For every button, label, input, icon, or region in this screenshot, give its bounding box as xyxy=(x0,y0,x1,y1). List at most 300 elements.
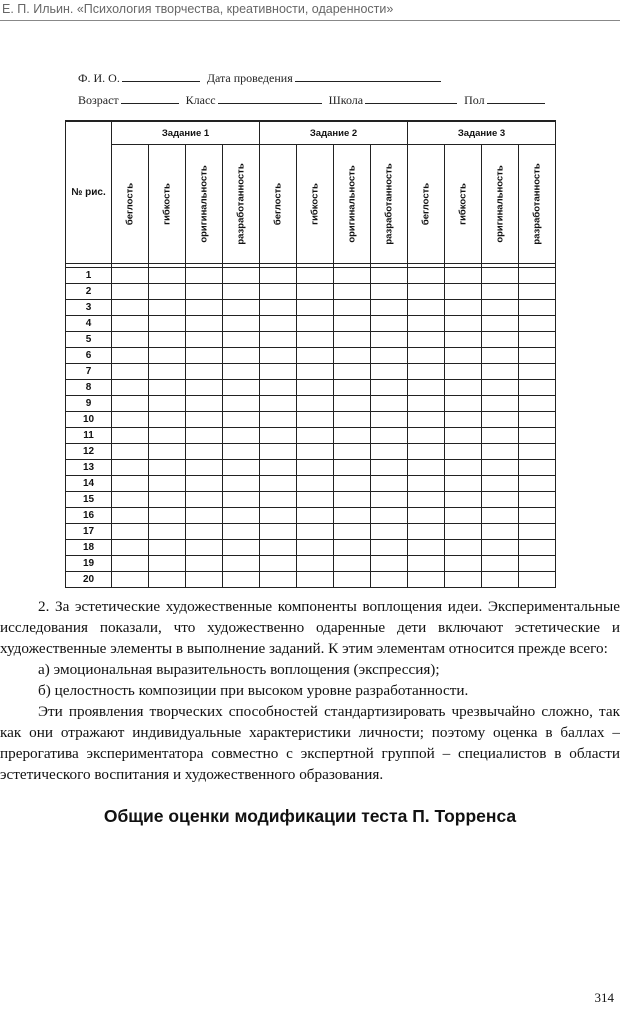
score-cell xyxy=(149,412,186,428)
score-cell xyxy=(445,460,482,476)
row-number: 7 xyxy=(66,364,112,380)
score-cell xyxy=(371,428,408,444)
score-cell xyxy=(223,332,260,348)
table-row xyxy=(66,524,556,540)
score-cell xyxy=(223,428,260,444)
score-cell xyxy=(186,524,223,540)
criterion-header xyxy=(482,145,519,264)
score-cell xyxy=(482,556,519,572)
score-cell xyxy=(519,572,556,588)
criterion-label: разработанность xyxy=(383,163,395,245)
score-cell xyxy=(445,412,482,428)
score-cell xyxy=(519,412,556,428)
score-cell xyxy=(112,524,149,540)
fio-label: Ф. И. О. xyxy=(78,71,120,85)
score-cell xyxy=(223,300,260,316)
score-cell xyxy=(371,572,408,588)
score-cell xyxy=(297,332,334,348)
sex-blank xyxy=(487,94,545,104)
score-cell xyxy=(297,428,334,444)
score-cell xyxy=(482,476,519,492)
date-label: Дата проведения xyxy=(206,71,293,85)
row-number: 11 xyxy=(66,428,112,444)
score-cell xyxy=(519,476,556,492)
section-title: Общие оценки модификации теста П. Торренса xyxy=(103,806,517,826)
score-cell xyxy=(334,508,371,524)
score-cell xyxy=(149,460,186,476)
score-cell xyxy=(482,572,519,588)
table-row xyxy=(66,508,556,524)
score-cell xyxy=(371,476,408,492)
score-cell xyxy=(408,380,445,396)
score-cell xyxy=(223,540,260,556)
score-cell xyxy=(334,268,371,284)
score-cell xyxy=(149,492,186,508)
score-cell xyxy=(519,444,556,460)
score-cell xyxy=(186,284,223,300)
score-cell xyxy=(260,476,297,492)
score-cell xyxy=(260,380,297,396)
score-cell xyxy=(408,492,445,508)
score-cell xyxy=(334,380,371,396)
score-cell xyxy=(482,492,519,508)
score-cell xyxy=(112,572,149,588)
score-cell xyxy=(297,348,334,364)
score-cell xyxy=(445,444,482,460)
criterion-label: гибкость xyxy=(161,183,173,225)
score-cell xyxy=(112,332,149,348)
score-cell xyxy=(408,508,445,524)
score-cell xyxy=(112,492,149,508)
score-cell xyxy=(112,460,149,476)
score-cell xyxy=(112,540,149,556)
table-row xyxy=(66,268,556,284)
row-number: 15 xyxy=(66,492,112,508)
score-cell xyxy=(482,300,519,316)
criterion-header xyxy=(149,145,186,264)
score-cell xyxy=(482,332,519,348)
score-cell xyxy=(519,492,556,508)
score-cell xyxy=(186,412,223,428)
score-cell xyxy=(186,268,223,284)
score-cell xyxy=(408,284,445,300)
score-cell xyxy=(112,364,149,380)
class-label: Класс xyxy=(185,93,216,107)
score-cell xyxy=(186,476,223,492)
score-cell xyxy=(519,524,556,540)
score-cell xyxy=(186,380,223,396)
score-cell xyxy=(223,316,260,332)
criterion-label: оригинальность xyxy=(198,165,210,243)
score-cell xyxy=(186,444,223,460)
score-cell xyxy=(186,460,223,476)
score-cell xyxy=(223,492,260,508)
score-cell xyxy=(408,364,445,380)
score-cell xyxy=(112,476,149,492)
score-cell xyxy=(482,428,519,444)
score-cell xyxy=(186,300,223,316)
criterion-header xyxy=(297,145,334,264)
date-blank xyxy=(295,72,441,82)
score-cell xyxy=(482,412,519,428)
score-cell xyxy=(297,508,334,524)
score-cell xyxy=(297,396,334,412)
score-cell xyxy=(371,460,408,476)
score-cell xyxy=(223,460,260,476)
table-row xyxy=(66,492,556,508)
table-row xyxy=(66,460,556,476)
score-cell xyxy=(519,284,556,300)
score-cell xyxy=(260,396,297,412)
score-cell xyxy=(223,412,260,428)
row-number: 17 xyxy=(66,524,112,540)
row-number: 3 xyxy=(66,300,112,316)
score-cell xyxy=(223,268,260,284)
score-cell xyxy=(297,300,334,316)
score-cell xyxy=(260,572,297,588)
score-cell xyxy=(260,300,297,316)
score-cell xyxy=(297,572,334,588)
score-cell xyxy=(223,444,260,460)
score-cell xyxy=(297,476,334,492)
score-cell xyxy=(408,268,445,284)
score-cell xyxy=(445,540,482,556)
score-cell xyxy=(408,332,445,348)
score-cell xyxy=(445,476,482,492)
score-cell xyxy=(260,508,297,524)
score-cell xyxy=(260,428,297,444)
score-cell xyxy=(149,540,186,556)
score-cell xyxy=(112,556,149,572)
score-cell xyxy=(519,300,556,316)
score-cell xyxy=(334,540,371,556)
score-cell xyxy=(445,348,482,364)
score-cell xyxy=(223,524,260,540)
score-cell xyxy=(186,332,223,348)
table-row xyxy=(66,348,556,364)
score-cell xyxy=(482,364,519,380)
score-cell xyxy=(149,284,186,300)
score-cell xyxy=(371,396,408,412)
criterion-label: беглость xyxy=(420,182,432,226)
score-cell xyxy=(112,300,149,316)
row-number: 1 xyxy=(66,268,112,284)
form-line-1 xyxy=(78,71,445,86)
school-label: Школа xyxy=(328,93,364,107)
score-cell xyxy=(334,348,371,364)
score-cell xyxy=(223,348,260,364)
score-cell xyxy=(149,396,186,412)
score-cell xyxy=(149,444,186,460)
score-cell xyxy=(186,492,223,508)
scoring-table xyxy=(65,120,556,588)
row-number: 6 xyxy=(66,348,112,364)
score-cell xyxy=(482,524,519,540)
score-cell xyxy=(334,300,371,316)
score-cell xyxy=(297,460,334,476)
criterion-label: разработанность xyxy=(531,163,543,245)
score-cell xyxy=(371,508,408,524)
score-cell xyxy=(149,316,186,332)
score-cell xyxy=(334,476,371,492)
list-item: б) целостность композиции при высоком уровне разработанности. xyxy=(38,682,469,699)
score-cell xyxy=(186,508,223,524)
score-cell xyxy=(519,508,556,524)
score-cell xyxy=(519,396,556,412)
age-blank xyxy=(121,94,179,104)
score-cell xyxy=(408,412,445,428)
task-header: Задание 2 xyxy=(260,121,408,145)
row-number: 16 xyxy=(66,508,112,524)
score-cell xyxy=(482,540,519,556)
table-row xyxy=(66,476,556,492)
table-row xyxy=(66,556,556,572)
criterion-header xyxy=(445,145,482,264)
row-number: 18 xyxy=(66,540,112,556)
score-cell xyxy=(112,396,149,412)
score-cell xyxy=(297,412,334,428)
score-cell xyxy=(445,268,482,284)
score-cell xyxy=(223,364,260,380)
criterion-label: гибкость xyxy=(309,183,321,225)
row-number: 12 xyxy=(66,444,112,460)
body-text xyxy=(0,596,620,785)
sex-label: Пол xyxy=(464,93,485,107)
score-cell xyxy=(408,524,445,540)
score-cell xyxy=(482,348,519,364)
score-cell xyxy=(408,476,445,492)
score-cell xyxy=(223,508,260,524)
score-cell xyxy=(408,316,445,332)
criterion-header xyxy=(371,145,408,264)
score-cell xyxy=(482,460,519,476)
score-cell xyxy=(371,348,408,364)
table-row xyxy=(66,572,556,588)
header-divider xyxy=(0,20,620,21)
score-cell xyxy=(297,524,334,540)
row-number: 10 xyxy=(66,412,112,428)
score-cell xyxy=(223,380,260,396)
score-cell xyxy=(186,364,223,380)
row-number: 13 xyxy=(66,460,112,476)
row-number: 8 xyxy=(66,380,112,396)
score-cell xyxy=(260,460,297,476)
score-cell xyxy=(371,332,408,348)
score-cell xyxy=(445,524,482,540)
criterion-header xyxy=(112,145,149,264)
row-number: 4 xyxy=(66,316,112,332)
table-row xyxy=(66,284,556,300)
score-cell xyxy=(482,396,519,412)
score-cell xyxy=(371,524,408,540)
criterion-header xyxy=(260,145,297,264)
score-cell xyxy=(334,364,371,380)
score-cell xyxy=(334,412,371,428)
criterion-label: гибкость xyxy=(457,183,469,225)
score-cell xyxy=(186,540,223,556)
score-cell xyxy=(223,476,260,492)
score-cell xyxy=(408,556,445,572)
criterion-label: беглость xyxy=(272,182,284,226)
row-number: 20 xyxy=(66,572,112,588)
score-cell xyxy=(445,316,482,332)
form-line-2 xyxy=(78,93,549,108)
row-number: 19 xyxy=(66,556,112,572)
score-cell xyxy=(149,364,186,380)
score-cell xyxy=(112,316,149,332)
score-cell xyxy=(297,540,334,556)
table-row xyxy=(66,364,556,380)
criterion-label: разработанность xyxy=(235,163,247,245)
score-cell xyxy=(186,556,223,572)
score-cell xyxy=(371,412,408,428)
score-cell xyxy=(112,412,149,428)
score-cell xyxy=(519,428,556,444)
criterion-header xyxy=(186,145,223,264)
score-cell xyxy=(112,444,149,460)
score-cell xyxy=(297,380,334,396)
score-cell xyxy=(408,396,445,412)
score-cell xyxy=(519,540,556,556)
table-row xyxy=(66,380,556,396)
score-cell xyxy=(519,364,556,380)
score-cell xyxy=(482,508,519,524)
score-cell xyxy=(371,300,408,316)
task-header: Задание 1 xyxy=(112,121,260,145)
score-cell xyxy=(371,444,408,460)
score-cell xyxy=(260,268,297,284)
score-cell xyxy=(112,348,149,364)
score-cell xyxy=(149,556,186,572)
score-cell xyxy=(408,572,445,588)
score-cell xyxy=(112,508,149,524)
row-number: 5 xyxy=(66,332,112,348)
score-cell xyxy=(149,332,186,348)
score-cell xyxy=(149,380,186,396)
score-cell xyxy=(260,492,297,508)
table-row xyxy=(66,332,556,348)
score-cell xyxy=(371,492,408,508)
score-cell xyxy=(260,412,297,428)
score-cell xyxy=(260,316,297,332)
score-cell xyxy=(408,444,445,460)
table-row xyxy=(66,428,556,444)
score-cell xyxy=(371,540,408,556)
score-cell xyxy=(297,492,334,508)
score-cell xyxy=(297,268,334,284)
score-cell xyxy=(297,316,334,332)
score-cell xyxy=(482,268,519,284)
score-cell xyxy=(408,300,445,316)
paragraph: 2. За эстетические художественные компоненты воплощения идеи. Экспериментальные исследования показали, что художественно одаренные дети включают эстетические и художественные элементы в выполнение заданий. К этим элементам относится прежде всего: xyxy=(0,598,620,657)
criterion-header xyxy=(334,145,371,264)
table-row xyxy=(66,316,556,332)
score-cell xyxy=(186,316,223,332)
score-cell xyxy=(519,460,556,476)
row-number: 14 xyxy=(66,476,112,492)
score-cell xyxy=(445,508,482,524)
score-cell xyxy=(112,268,149,284)
score-cell xyxy=(223,572,260,588)
score-cell xyxy=(334,524,371,540)
score-cell xyxy=(260,524,297,540)
criterion-header xyxy=(223,145,260,264)
score-cell xyxy=(445,556,482,572)
score-cell xyxy=(260,332,297,348)
criterion-header xyxy=(519,145,556,264)
score-cell xyxy=(334,284,371,300)
page-number: 314 xyxy=(594,990,614,1005)
table-row xyxy=(66,396,556,412)
score-cell xyxy=(519,556,556,572)
score-cell xyxy=(297,444,334,460)
score-cell xyxy=(186,428,223,444)
table-row xyxy=(66,412,556,428)
score-cell xyxy=(186,396,223,412)
score-cell xyxy=(223,396,260,412)
score-cell xyxy=(482,284,519,300)
score-cell xyxy=(149,508,186,524)
score-cell xyxy=(223,556,260,572)
score-cell xyxy=(445,380,482,396)
criterion-label: оригинальность xyxy=(494,165,506,243)
score-cell xyxy=(334,556,371,572)
list-item: а) эмоциональная выразительность воплощения (экспрессия); xyxy=(38,661,440,678)
score-cell xyxy=(149,348,186,364)
score-cell xyxy=(297,364,334,380)
score-cell xyxy=(408,348,445,364)
score-cell xyxy=(334,428,371,444)
score-cell xyxy=(408,540,445,556)
score-cell xyxy=(334,396,371,412)
score-cell xyxy=(519,332,556,348)
score-cell xyxy=(445,364,482,380)
score-cell xyxy=(445,428,482,444)
score-cell xyxy=(408,460,445,476)
school-blank xyxy=(365,94,457,104)
score-cell xyxy=(149,300,186,316)
score-cell xyxy=(334,492,371,508)
score-cell xyxy=(445,396,482,412)
score-cell xyxy=(149,524,186,540)
score-cell xyxy=(334,444,371,460)
class-blank xyxy=(218,94,322,104)
score-cell xyxy=(186,348,223,364)
score-cell xyxy=(371,556,408,572)
score-cell xyxy=(260,364,297,380)
score-cell xyxy=(297,556,334,572)
score-cell xyxy=(482,316,519,332)
score-cell xyxy=(334,572,371,588)
score-cell xyxy=(223,284,260,300)
score-cell xyxy=(408,428,445,444)
score-cell xyxy=(445,284,482,300)
criterion-header xyxy=(408,145,445,264)
score-cell xyxy=(112,428,149,444)
score-cell xyxy=(112,284,149,300)
score-cell xyxy=(482,380,519,396)
score-cell xyxy=(260,444,297,460)
score-cell xyxy=(445,572,482,588)
score-cell xyxy=(149,268,186,284)
score-cell xyxy=(112,380,149,396)
score-cell xyxy=(334,316,371,332)
score-cell xyxy=(260,284,297,300)
score-cell xyxy=(445,332,482,348)
score-cell xyxy=(149,572,186,588)
score-cell xyxy=(519,268,556,284)
score-cell xyxy=(186,572,223,588)
